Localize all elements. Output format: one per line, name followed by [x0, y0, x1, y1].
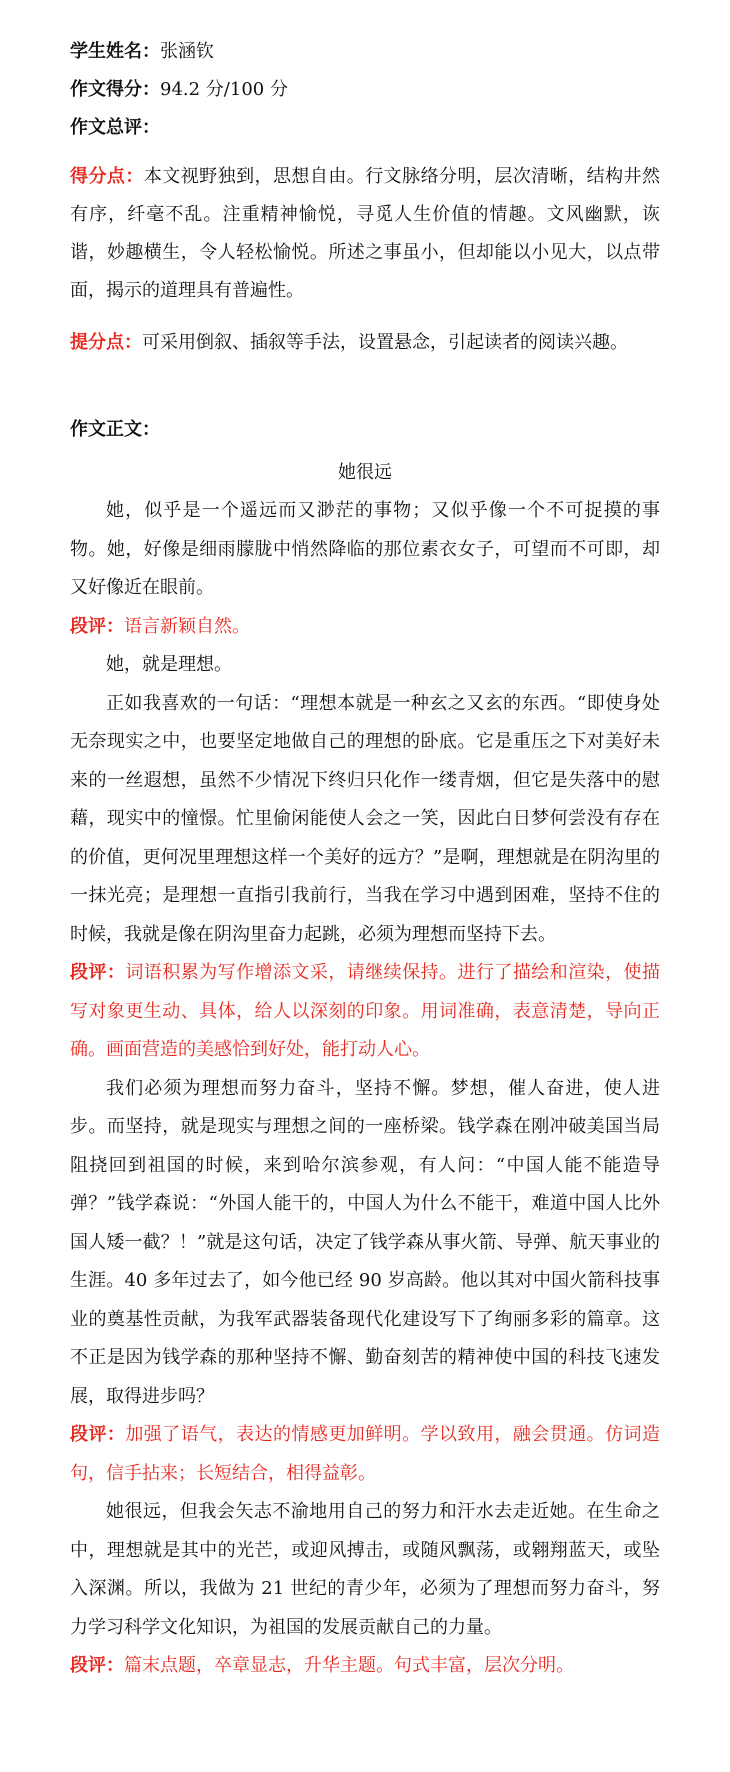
paragraph-comment-text: 语言新颖自然。 — [124, 615, 250, 637]
paragraph-comment-label: 段评： — [70, 1424, 126, 1445]
paragraph-comment-label: 段评： — [70, 1655, 124, 1676]
paragraph-comment-3 — [70, 954, 660, 1070]
essay-paragraph-4: 我们必须为理想而努力奋斗，坚持不懈。梦想，催人奋进，使人进步。而坚持，就是现实与理想之间的一座桥梁。钱学森在刚冲破美国当局阻挠回到祖国的时候，来到哈尔滨参观，有人问：“中国人能不能造导弹？”钱学森说：“外国人能干的，中国人为什么不能干，难道中国人比外国人矮一截？！”就是这句话，决定了钱学森从事火箭、导弹、航天事业的生涯。40 多年过去了，如今他已经 90 岁高龄。他以其对中国火箭科技事业的奠基性贡献，为我军武器装备现代化建设写下了绚丽多彩的篇章。这不正是因为钱学森的那种坚持不懈、勤奋刻苦的精神使中国的科技飞速发展，取得进步吗？ — [70, 1077, 660, 1407]
improve-points-block — [70, 324, 660, 362]
paragraph-comment-label: 段评： — [70, 615, 124, 637]
essay-paragraph-1: 她，似乎是一个遥远而又渺茫的事物；又似乎像一个不可捉摸的事物。她，好像是细雨朦胧中悄然降临的那位素衣女子，可望而不可即，却又好像近在眼前。 — [70, 500, 660, 598]
improve-points-label: 提分点： — [70, 332, 142, 353]
student-name-label: 学生姓名： — [70, 41, 160, 62]
essay-body-heading — [70, 416, 660, 443]
score-label: 作文得分： — [70, 79, 160, 100]
paragraph-comment-4 — [70, 1416, 660, 1493]
score-value: 94.2 分/100 分 — [160, 79, 288, 100]
paragraph-comment-5 — [70, 1647, 660, 1686]
student-name-line — [70, 38, 660, 65]
student-name-value: 张涵钦 — [160, 41, 214, 62]
paragraph-comment-1 — [70, 608, 660, 647]
essay-paragraph-5: 她很远，但我会矢志不渝地用自己的努力和汗水去走近她。在生命之中，理想就是其中的光芒，或迎风搏击，或随风飘荡，或翱翔蓝天，或坠入深渊。所以，我做为 21 世纪的青少年，必须为了理想而努力奋斗，努力学习科学文化知识，为祖国的发展贡献自己的力量。 — [70, 1501, 660, 1638]
score-points-label: 得分点： — [70, 166, 144, 187]
paragraph-comment-text: 词语积累为写作增添文采，请继续保持。进行了描绘和渲染，使描写对象更生动、具体，给人以深刻的印象。用词准确，表意清楚，导向正确。画面营造的美感恰到好处，能打动人心。 — [70, 962, 661, 1060]
paragraph-comment-text: 加强了语气，表达的情感更加鲜明。学以致用，融会贯通。仿词造句，信手拈来；长短结合，相得益彰。 — [70, 1424, 661, 1484]
essay-paragraph-3: 正如我喜欢的一句话：“理想本就是一种玄之又玄的东西。“即使身处无奈现实之中，也要坚定地做自己的理想的卧底。它是重压之下对美好未来的一丝遐想，虽然不少情况下终归只化作一缕青烟，但它是失落中的慰藉，现实中的憧憬。忙里偷闲能使人会之一笑，因此白日梦何尝没有存在的价值，更何况里理想这样一个美好的远方？”是啊，理想就是在阴沟里的一抹光亮；是理想一直指引我前行，当我在学习中遇到困难，坚持不住的时候，我就是像在阴沟里奋力起跳，必须为理想而坚持下去。 — [70, 692, 660, 945]
paragraph-comment-label: 段评： — [70, 962, 126, 983]
score-points-block — [70, 158, 660, 310]
improve-points-text: 可采用倒叙、插叙等手法，设置悬念，引起读者的阅读兴趣。 — [142, 332, 628, 353]
score-line — [70, 76, 660, 103]
essay-paragraph-2: 她，就是理想。 — [106, 654, 232, 675]
overall-review-heading — [70, 114, 660, 141]
essay-title: 她很远 — [338, 462, 392, 483]
essay-body-label: 作文正文： — [70, 419, 160, 440]
score-points-text: 本文视野独到，思想自由。行文脉络分明，层次清晰，结构井然有序，纤毫不乱。注重精神愉悦，寻觅人生价值的情趣。文风幽默，诙谐，妙趣横生，令人轻松愉悦。所述之事虽小，但却能以小见大，以点带面，揭示的道理具有普遍性。 — [70, 166, 661, 301]
paragraph-comment-text: 篇末点题，卒章显志，升华主题。句式丰富，层次分明。 — [124, 1655, 574, 1676]
overall-review-label: 作文总评： — [70, 117, 160, 138]
